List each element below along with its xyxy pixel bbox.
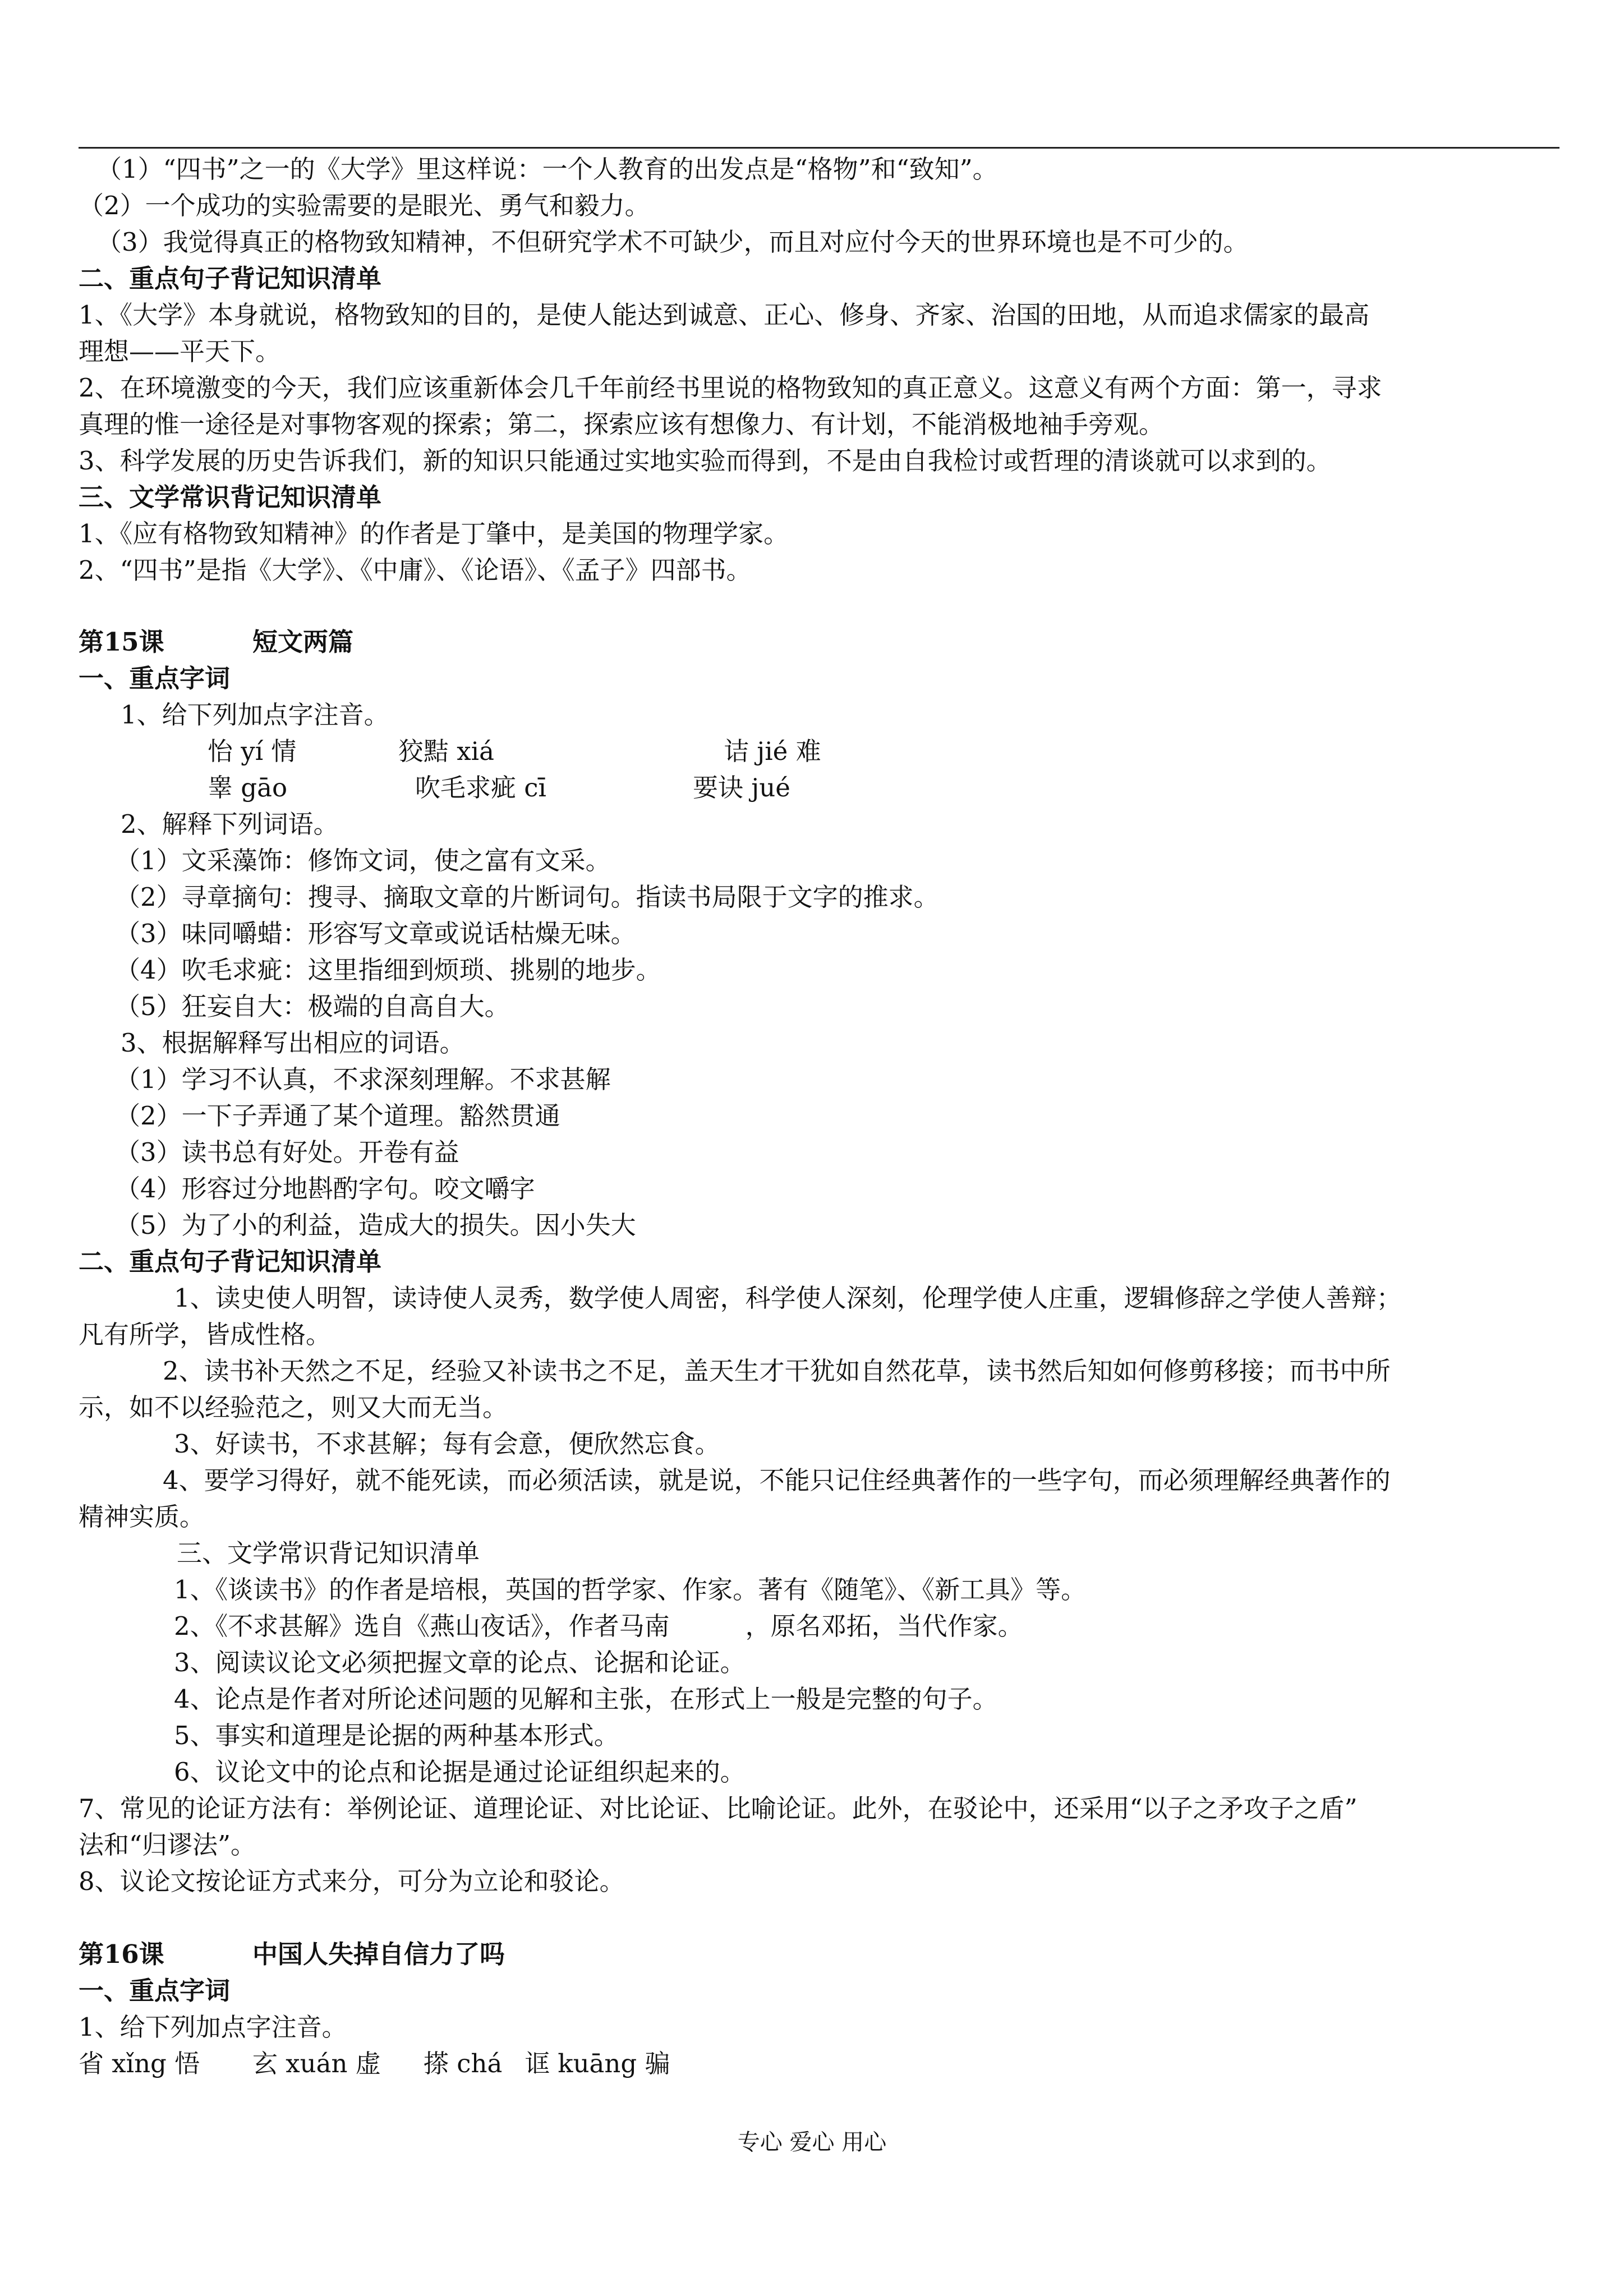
text-line: 1、给下列加点字注音。 bbox=[121, 700, 389, 730]
text-line: 1、给下列加点字注音。 bbox=[79, 2012, 347, 2042]
pinyin-item: 玄 xuán 虚 bbox=[252, 2049, 381, 2078]
text-line: （1）“四书”之一的《大学》里这样说：一个人教育的出发点是“格物”和“致知”。 bbox=[96, 154, 998, 184]
section-heading: 一、重点字词 bbox=[79, 1976, 231, 2005]
pinyin-item: 诘 jié 难 bbox=[724, 736, 821, 766]
text-line: 1、读史使人明智，读诗使人灵秀，数学使人周密，科学使人深刻，伦理学使人庄重，逻辑修辞之学使人善辩； bbox=[174, 1283, 1402, 1313]
lesson-title: 中国人失掉自信力了吗 bbox=[252, 1939, 505, 1969]
text-line: 1、《谈读书》的作者是培根，英国的哲学家、作家。著有《随笔》、《新工具》等。 bbox=[174, 1575, 1087, 1605]
text-line: 4、要学习得好，就不能死读，而必须活读，就是说，不能只记住经典著作的一些字句，而必须理解经典著作的 bbox=[163, 1465, 1391, 1495]
text-line: 6、议论文中的论点和论据是通过论证组织起来的。 bbox=[174, 1757, 746, 1787]
section-heading: 三、文学常识背记知识清单 bbox=[79, 482, 382, 512]
text-line: 凡有所学，皆成性格。 bbox=[79, 1320, 332, 1349]
pinyin-item: 省 xǐng 悟 bbox=[79, 2049, 200, 2078]
text-line: 法和“归谬法”。 bbox=[79, 1830, 256, 1860]
text-line: 2、《不求甚解》选自《燕山夜话》，作者马南 ，原名邓拓，当代作家。 bbox=[174, 1611, 1023, 1641]
lesson-number: 第15课 bbox=[79, 627, 164, 657]
text-line: 2、解释下列词语。 bbox=[121, 809, 339, 839]
text-line: 2、读书补天然之不足，经验又补读书之不足，盖天生才干犹如自然花草，读书然后知如何修剪移接；而书中所 bbox=[163, 1356, 1391, 1386]
text-line: （3）味同嚼蜡：形容写文章或说话枯燥无味。 bbox=[115, 919, 636, 948]
text-line: 3、科学发展的历史告诉我们，新的知识只能通过实地实验而得到，不是由自我检讨或哲理的清谈就可以求到的。 bbox=[79, 446, 1332, 476]
text-line: （4）吹毛求疵：这里指细到烦琐、挑剔的地步。 bbox=[115, 955, 661, 985]
pinyin-item: 要诀 jué bbox=[693, 773, 790, 803]
text-line: 理想——平天下。 bbox=[79, 336, 281, 366]
pinyin-item: 吹毛求疵 cī bbox=[415, 773, 546, 803]
section-heading: 一、重点字词 bbox=[79, 663, 231, 693]
section-heading: 三、文学常识背记知识清单 bbox=[177, 1538, 480, 1568]
text-line: 1、《应有格物致知精神》的作者是丁肇中，是美国的物理学家。 bbox=[79, 519, 789, 548]
page-footer: 专心 爱心 用心 bbox=[737, 2129, 887, 2155]
text-line: 示，如不以经验范之，则又大而无当。 bbox=[79, 1393, 508, 1422]
pinyin-item: 狡黠 xiá bbox=[398, 736, 494, 766]
text-line: 2、在环境激变的今天，我们应该重新体会几千年前经书里说的格物致知的真正意义。这意义有两个方面：第一，寻求 bbox=[79, 373, 1382, 403]
text-line: 2、“四书”是指《大学》、《中庸》、《论语》、《孟子》四部书。 bbox=[79, 555, 752, 585]
pinyin-item: 诓 kuāng 骗 bbox=[525, 2049, 670, 2078]
text-line: 真理的惟一途径是对事物客观的探索；第二，探索应该有想像力、有计划，不能消极地袖手旁观。 bbox=[79, 409, 1165, 439]
text-line: 3、阅读议论文必须把握文章的论点、论据和论证。 bbox=[174, 1648, 746, 1677]
section-heading: 二、重点句子背记知识清单 bbox=[79, 1247, 382, 1276]
text-line: 3、好读书，不求甚解；每有会意，便欣然忘食。 bbox=[174, 1429, 720, 1459]
text-line: （1）文采藻饰：修饰文词，使之富有文采。 bbox=[115, 846, 611, 875]
text-line: （2）寻章摘句：搜寻、摘取文章的片断词句。指读书局限于文字的推求。 bbox=[115, 882, 939, 912]
lesson-title: 短文两篇 bbox=[252, 627, 354, 657]
text-line: 精神实质。 bbox=[79, 1502, 205, 1532]
text-line: （5）狂妄自大：极端的自高自大。 bbox=[115, 992, 510, 1021]
text-line: （3）我觉得真正的格物致知精神，不但研究学术不可缺少，而且对应付今天的世界环境也是不可少的。 bbox=[96, 227, 1249, 257]
pinyin-item: 搽 chá bbox=[424, 2049, 503, 2078]
lesson-number: 第16课 bbox=[79, 1939, 164, 1969]
text-line: 8、议论文按论证方式来分，可分为立论和驳论。 bbox=[79, 1866, 625, 1896]
section-heading: 二、重点句子背记知识清单 bbox=[79, 264, 382, 293]
text-line: 7、常见的论证方法有：举例论证、道理论证、对比论证、比喻论证。此外，在驳论中，还采用“以子之矛攻子之盾” bbox=[79, 1794, 1358, 1823]
pinyin-item: 睾 gāo bbox=[208, 773, 288, 803]
text-line: （1）学习不认真，不求深刻理解。不求甚解 bbox=[115, 1064, 611, 1094]
text-line: （5）为了小的利益，造成大的损失。因小失大 bbox=[115, 1210, 636, 1240]
header-rule bbox=[79, 147, 1559, 149]
text-line: （4）形容过分地斟酌字句。咬文嚼字 bbox=[115, 1174, 535, 1204]
text-line: 4、论点是作者对所论述问题的见解和主张，在形式上一般是完整的句子。 bbox=[174, 1684, 998, 1714]
text-line: （3）读书总有好处。开卷有益 bbox=[115, 1137, 459, 1167]
text-line: 5、事实和道理是论据的两种基本形式。 bbox=[174, 1721, 619, 1750]
text-line: （2）一下子弄通了某个道理。豁然贯通 bbox=[115, 1101, 560, 1131]
text-line: （2）一个成功的实验需要的是眼光、勇气和毅力。 bbox=[79, 191, 650, 220]
text-line: 1、《大学》本身就说，格物致知的目的，是使人能达到诚意、正心、修身、齐家、治国的田地，从而追求儒家的最高 bbox=[79, 300, 1370, 330]
text-line: 3、根据解释写出相应的词语。 bbox=[121, 1028, 465, 1058]
pinyin-item: 怡 yí 情 bbox=[208, 736, 297, 766]
